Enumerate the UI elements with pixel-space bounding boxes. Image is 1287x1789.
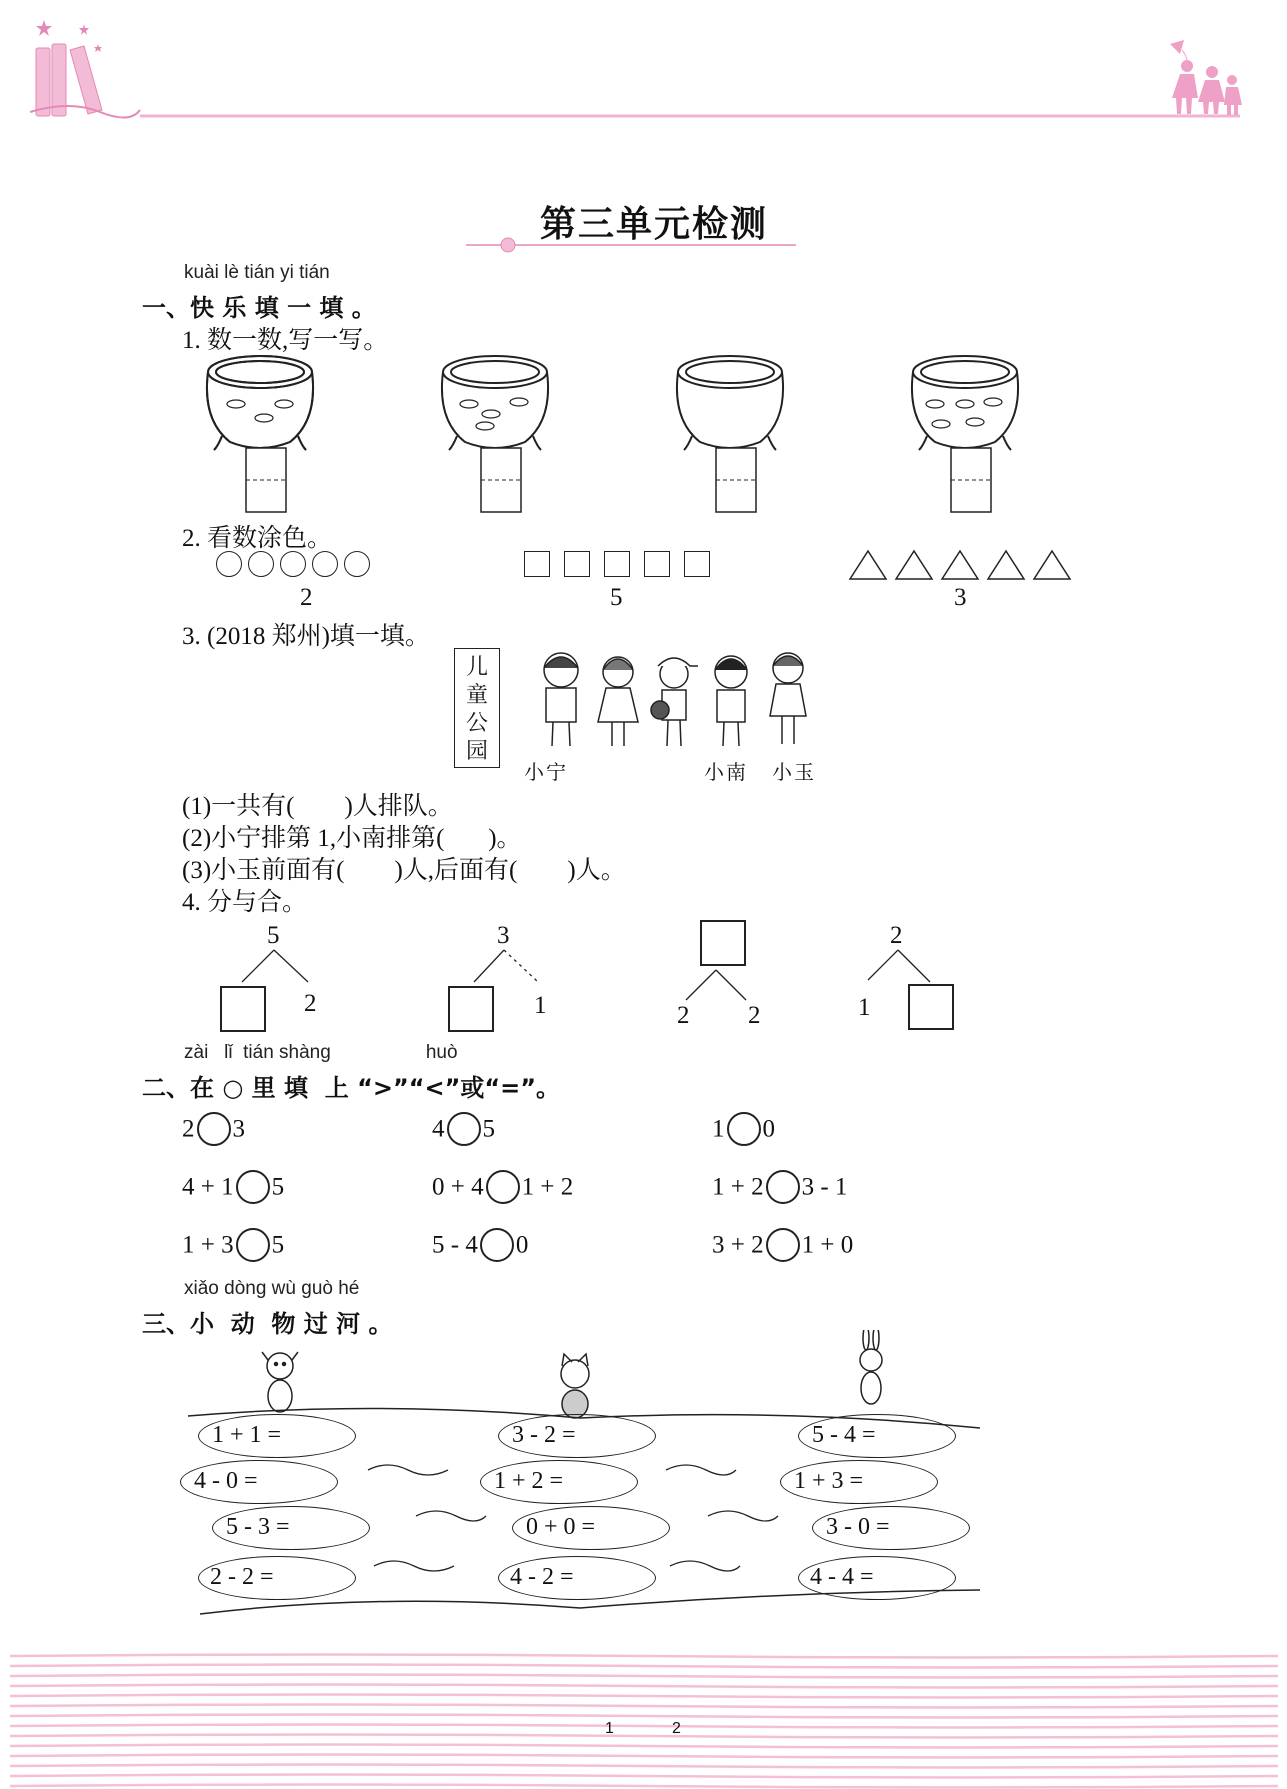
page-title: 第三单元检测 (540, 203, 769, 245)
equation[interactable]: 1 + 2 = (494, 1468, 564, 1494)
queue-children (526, 648, 836, 752)
compare-circle[interactable] (486, 1170, 520, 1204)
equation[interactable]: 1 + 3 = (794, 1468, 864, 1494)
equation[interactable]: 3 - 2 = (512, 1422, 576, 1448)
page-number-left: 1 (605, 1720, 614, 1737)
bowl-1 (207, 356, 313, 450)
color-square[interactable] (604, 551, 630, 577)
split-2-top: 3 (497, 922, 510, 949)
child-3 (651, 658, 698, 746)
rabbit-icon (860, 1330, 882, 1404)
equation[interactable]: 5 - 3 = (226, 1514, 290, 1540)
section1-heading: 一、快 乐 填 一 填 。 (142, 294, 376, 322)
compare-circle[interactable] (480, 1228, 514, 1262)
compare-item: 3 + 2 1 + 0 (712, 1230, 853, 1264)
split-1-left-box[interactable] (220, 986, 266, 1032)
split-2-right: 1 (534, 992, 547, 1019)
compare-item: 1 0 (712, 1114, 775, 1148)
color-square[interactable] (524, 551, 550, 577)
cat-icon (561, 1354, 589, 1418)
name-xiaoning: 小宁 (524, 762, 568, 784)
q2-label: 2. 看数涂色。 (182, 525, 333, 552)
page-number-right: 2 (672, 1720, 681, 1737)
split-3-right: 2 (748, 1002, 761, 1029)
equation[interactable]: 2 - 2 = (210, 1564, 274, 1590)
split-1-right: 2 (304, 990, 317, 1017)
footer-stripes (10, 1652, 1278, 1789)
compare-item: 0 + 4 1 + 2 (432, 1172, 573, 1206)
equation[interactable]: 3 - 0 = (826, 1514, 890, 1540)
q3-item-2: (2)小宁排第 1,小南排第( )。 (182, 825, 522, 852)
compare-circle[interactable] (197, 1112, 231, 1146)
color-square[interactable] (644, 551, 670, 577)
compare-item: 4 5 (432, 1114, 495, 1148)
q4-label: 4. 分与合。 (182, 889, 308, 916)
section2-pinyin: zài lǐ tián shàng huò (184, 1042, 458, 1063)
color-circle[interactable] (344, 551, 370, 577)
dog-icon (262, 1352, 298, 1412)
name-xiaoyu: 小玉 (772, 762, 816, 784)
compare-circle[interactable] (236, 1170, 270, 1204)
split-1-top: 5 (267, 922, 280, 949)
name-xiaonan: 小南 (704, 762, 748, 784)
equation[interactable]: 4 - 4 = (810, 1564, 874, 1590)
sign-char: 公 (465, 710, 488, 735)
child-1 (544, 653, 578, 746)
color-square[interactable] (564, 551, 590, 577)
child-4 (715, 656, 747, 746)
park-sign (454, 648, 500, 768)
section3-pinyin: xiǎo dòng wù guò hé (184, 1278, 360, 1299)
compare-item: 1 + 2 3 - 1 (712, 1172, 847, 1206)
color-square[interactable] (684, 551, 710, 577)
q1-label: 1. 数一数,写一写。 (182, 327, 389, 354)
q2-number-circles: 2 (300, 584, 313, 611)
title-underline (466, 236, 796, 256)
color-circle[interactable] (312, 551, 338, 577)
compare-item: 5 - 4 0 (432, 1230, 528, 1264)
q2-number-squares: 5 (610, 584, 623, 611)
equation[interactable]: 0 + 0 = (526, 1514, 596, 1540)
equation[interactable]: 4 - 2 = (510, 1564, 574, 1590)
sign-char: 儿 (465, 654, 488, 679)
kite-icon (1170, 40, 1184, 54)
compare-item: 1 + 3 5 (182, 1230, 284, 1264)
compare-circle[interactable] (766, 1228, 800, 1262)
sign-char: 童 (465, 682, 488, 707)
triangle-group (848, 548, 1078, 582)
q2-number-triangles: 3 (954, 584, 967, 611)
q3-item-1: (1)一共有( )人排队。 (182, 793, 453, 820)
split-4-right-box[interactable] (908, 984, 954, 1030)
compare-circle[interactable] (236, 1228, 270, 1262)
child-5 (770, 653, 806, 744)
section3-heading: 三、小 动 物 过 河 。 (142, 1310, 393, 1338)
color-circle[interactable] (248, 551, 274, 577)
color-circle[interactable] (280, 551, 306, 577)
fish-bowls (200, 350, 1050, 520)
equation[interactable]: 1 + 1 = (212, 1422, 282, 1448)
section2-heading: 二、在 ○ 里 填 上 “>”“<”或“=”。 (142, 1074, 561, 1102)
compare-circle[interactable] (766, 1170, 800, 1204)
kids-icon (1172, 60, 1242, 115)
child-2 (598, 657, 638, 746)
compare-item: 2 3 (182, 1114, 245, 1148)
color-circle[interactable] (216, 551, 242, 577)
header-decoration (0, 0, 1287, 130)
compare-item: 4 + 1 5 (182, 1172, 284, 1206)
split-3-top-box[interactable] (700, 920, 746, 966)
compare-circle[interactable] (727, 1112, 761, 1146)
split-2-left-box[interactable] (448, 986, 494, 1032)
split-4-top: 2 (890, 922, 903, 949)
section1-pinyin: kuài lè tián yi tián (184, 262, 330, 283)
split-4-left: 1 (858, 994, 871, 1021)
equation[interactable]: 4 - 0 = (194, 1468, 258, 1494)
q3-item-3: (3)小玉前面有( )人,后面有( )人。 (182, 857, 626, 884)
compare-circle[interactable] (447, 1112, 481, 1146)
equation[interactable]: 5 - 4 = (812, 1422, 876, 1448)
sign-char: 园 (465, 738, 488, 763)
q3-label: 3. (2018 郑州)填一填。 (182, 623, 430, 650)
split-3-left: 2 (677, 1002, 690, 1029)
